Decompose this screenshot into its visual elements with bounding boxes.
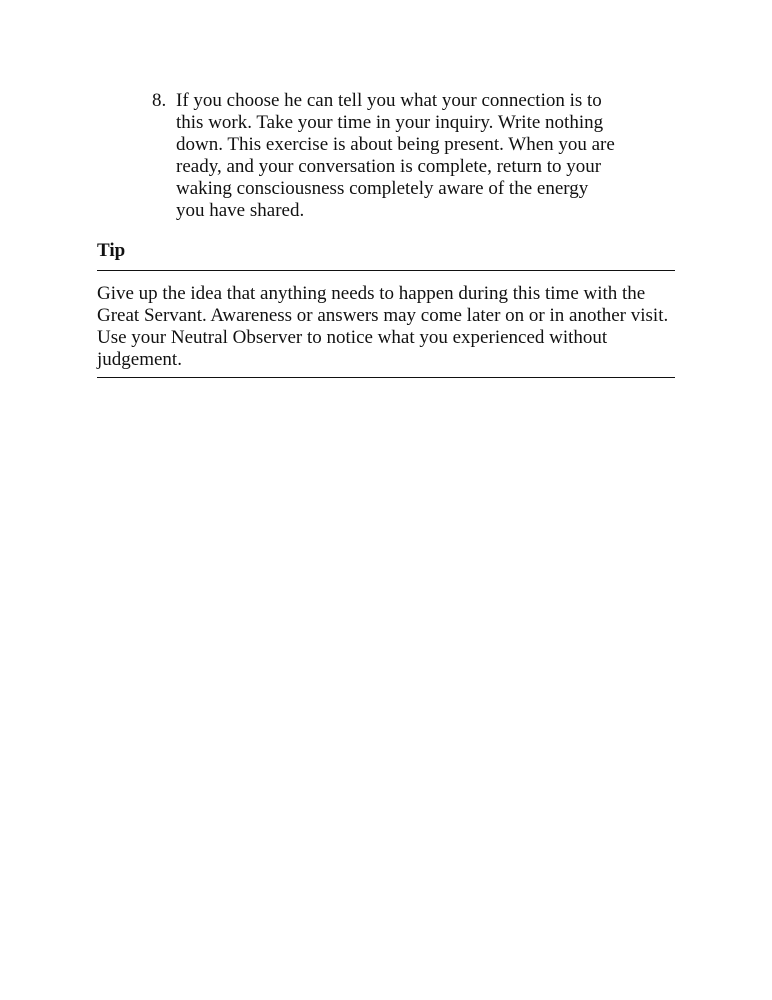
numbered-list-item [152,90,632,222]
tip-line: Give up the idea that anything needs to happen during this time with the [97,283,646,304]
list-item-line: ready, and your conversation is complete, return to your [176,156,602,177]
tip-line: Use your Neutral Observer to notice what you experienced without [97,327,608,348]
list-item-line: down. This exercise is about being present. When you are [176,134,615,155]
list-item-line: waking consciousness completely aware of the energy [176,178,589,199]
list-item-line: this work. Take your time in your inquiry. Write nothing [176,112,604,133]
tip-top-divider [97,270,675,271]
tip-heading: Tip [97,240,126,261]
list-item-line: If you choose he can tell you what your connection is to [176,90,602,111]
tip-line: judgement. [97,349,182,370]
tip-body [97,283,687,371]
list-item-number: 8. [152,90,167,111]
tip-bottom-divider [97,377,675,378]
list-item-line: you have shared. [176,200,305,221]
tip-line: Great Servant. Awareness or answers may come later on or in another visit. [97,305,669,326]
